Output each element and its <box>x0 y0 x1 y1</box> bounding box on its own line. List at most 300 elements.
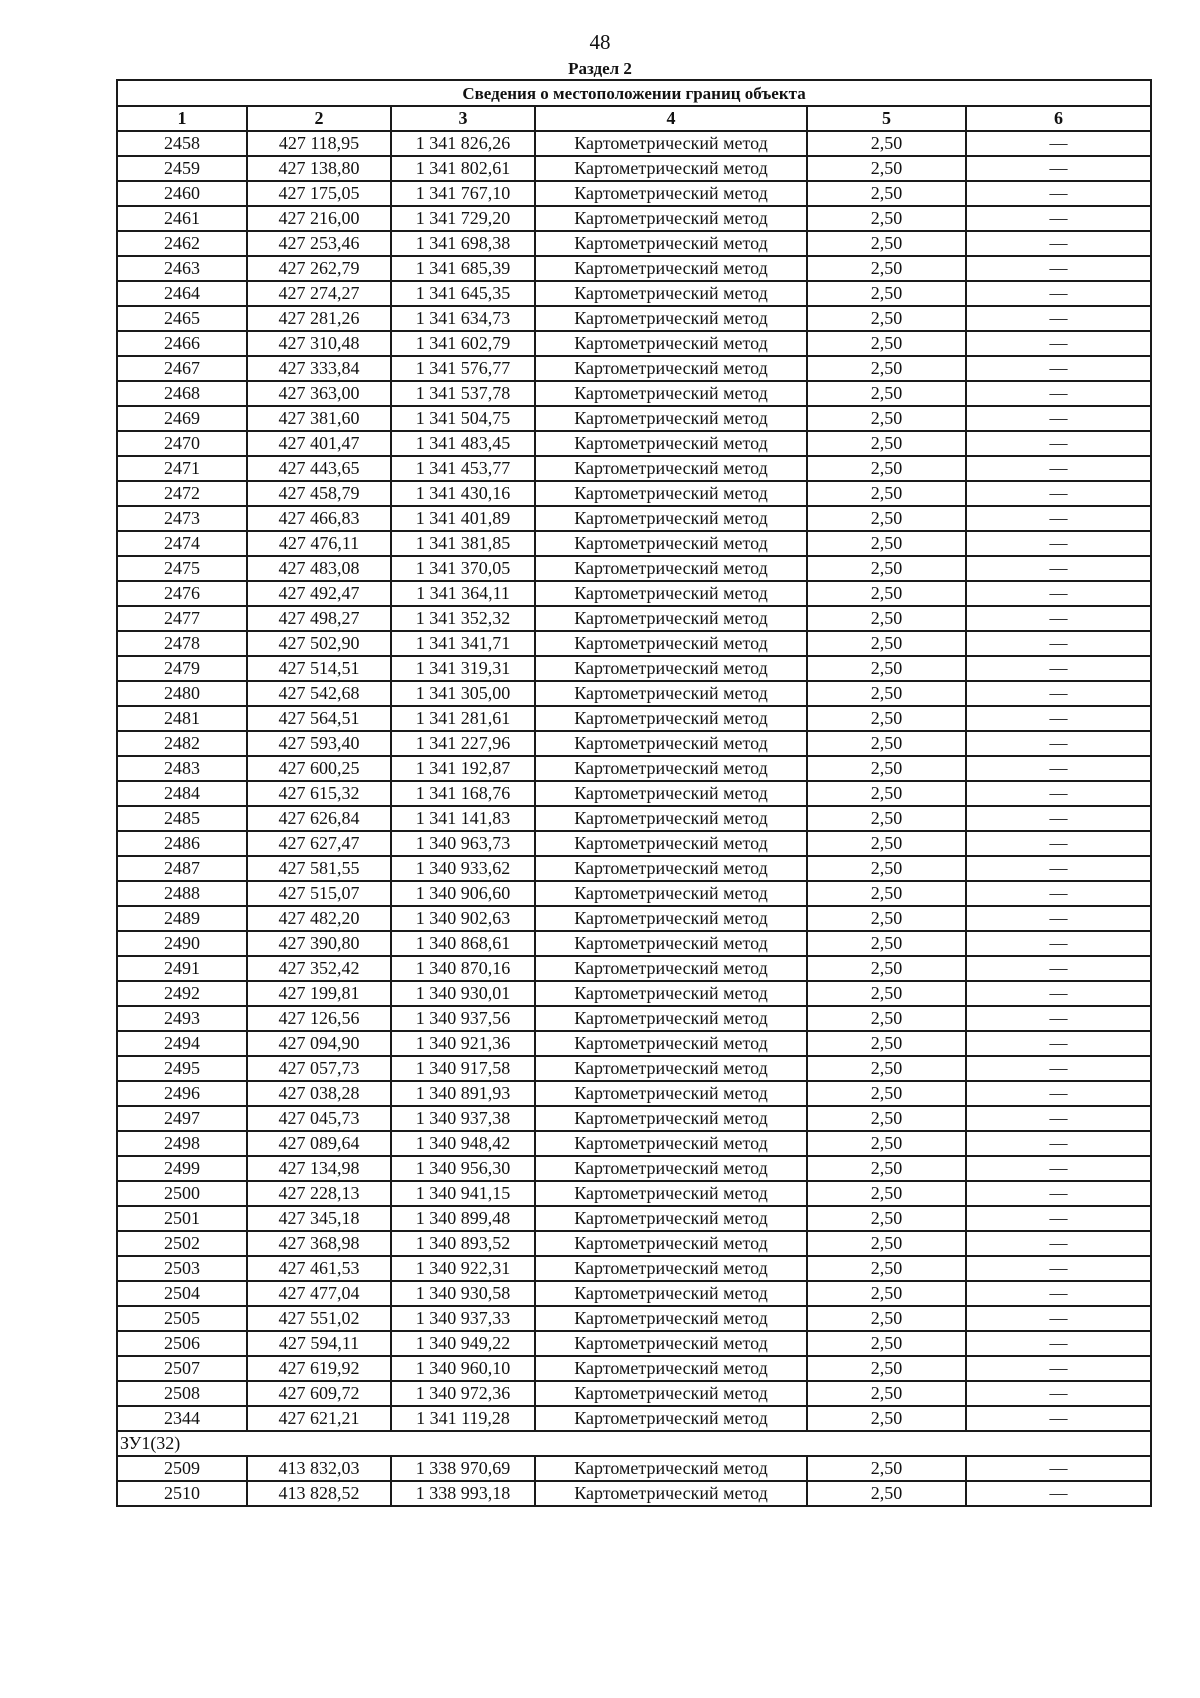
table-cell: 2,50 <box>807 206 966 231</box>
table-cell: Картометрический метод <box>535 381 807 406</box>
table-cell: 427 542,68 <box>247 681 391 706</box>
table-row <box>117 931 1151 956</box>
table-cell: 427 253,46 <box>247 231 391 256</box>
table-row <box>117 531 1151 556</box>
table-cell: 427 118,95 <box>247 131 391 156</box>
column-header: 4 <box>535 106 807 131</box>
table-cell: 1 341 645,35 <box>391 281 535 306</box>
table-cell: — <box>966 1481 1151 1506</box>
table-cell: 2460 <box>117 181 247 206</box>
table-cell: 427 126,56 <box>247 1006 391 1031</box>
table-row <box>117 1281 1151 1306</box>
table-cell: Картометрический метод <box>535 756 807 781</box>
column-header: 5 <box>807 106 966 131</box>
table-cell: — <box>966 1281 1151 1306</box>
table-cell: 2467 <box>117 356 247 381</box>
table-cell: 427 281,26 <box>247 306 391 331</box>
table-cell: 2,50 <box>807 606 966 631</box>
table-cell: Картометрический метод <box>535 556 807 581</box>
section-title: Раздел 2 <box>568 59 632 78</box>
table-cell: — <box>966 431 1151 456</box>
table-cell: 2,50 <box>807 1281 966 1306</box>
table-cell: Картометрический метод <box>535 1331 807 1356</box>
table-cell: 2466 <box>117 331 247 356</box>
table-cell: 2496 <box>117 1081 247 1106</box>
table-cell: 2,50 <box>807 431 966 456</box>
table-cell: 1 341 281,61 <box>391 706 535 731</box>
table-cell: — <box>966 856 1151 881</box>
page-number: 48 <box>589 30 611 54</box>
table-cell: 2458 <box>117 131 247 156</box>
table-cell: Картометрический метод <box>535 506 807 531</box>
table-cell: — <box>966 306 1151 331</box>
table-cell: Картометрический метод <box>535 1156 807 1181</box>
table-cell: 1 340 941,15 <box>391 1181 535 1206</box>
table-cell: 2,50 <box>807 1331 966 1356</box>
table-cell: — <box>966 1456 1151 1481</box>
table-row <box>117 656 1151 681</box>
table-cell: Картометрический метод <box>535 481 807 506</box>
table-cell: 2479 <box>117 656 247 681</box>
table-row <box>117 1106 1151 1131</box>
table-cell: 2509 <box>117 1456 247 1481</box>
table-cell: 427 345,18 <box>247 1206 391 1231</box>
table-cell: 2472 <box>117 481 247 506</box>
column-header: 3 <box>391 106 535 131</box>
table-caption-row <box>117 80 1151 106</box>
table-cell: Картометрический метод <box>535 1031 807 1056</box>
table-cell: 2,50 <box>807 856 966 881</box>
table-cell: 2510 <box>117 1481 247 1506</box>
table-cell: Картометрический метод <box>535 1056 807 1081</box>
table-cell: 427 515,07 <box>247 881 391 906</box>
table-cell: 2505 <box>117 1306 247 1331</box>
table-cell: 2500 <box>117 1181 247 1206</box>
table-cell: 1 340 906,60 <box>391 881 535 906</box>
table-row <box>117 1031 1151 1056</box>
table-cell: 2,50 <box>807 1006 966 1031</box>
table-cell: 2,50 <box>807 681 966 706</box>
table-row <box>117 1181 1151 1206</box>
table-cell: 1 341 602,79 <box>391 331 535 356</box>
table-cell: 427 368,98 <box>247 1231 391 1256</box>
table-row <box>117 631 1151 656</box>
table-cell: — <box>966 1356 1151 1381</box>
table-cell: 2,50 <box>807 1406 966 1431</box>
table-cell: Картометрический метод <box>535 831 807 856</box>
table-cell: 2474 <box>117 531 247 556</box>
table-row <box>117 206 1151 231</box>
table-row <box>117 1131 1151 1156</box>
table-row <box>117 331 1151 356</box>
table-cell: 427 615,32 <box>247 781 391 806</box>
table-cell: 1 340 972,36 <box>391 1381 535 1406</box>
table-cell: Картометрический метод <box>535 1381 807 1406</box>
table-row <box>117 1406 1151 1431</box>
table-cell: 427 381,60 <box>247 406 391 431</box>
table-cell: Картометрический метод <box>535 706 807 731</box>
table-cell: 427 352,42 <box>247 956 391 981</box>
table-cell: 427 477,04 <box>247 1281 391 1306</box>
table-cell: 2,50 <box>807 481 966 506</box>
column-header: 2 <box>247 106 391 131</box>
table-row <box>117 306 1151 331</box>
table-cell: 2,50 <box>807 306 966 331</box>
table-row <box>117 881 1151 906</box>
table-cell: 1 340 917,58 <box>391 1056 535 1081</box>
table-cell: 1 341 370,05 <box>391 556 535 581</box>
column-header-row <box>117 106 1151 131</box>
table-cell: Картометрический метод <box>535 1306 807 1331</box>
table-cell: 2,50 <box>807 1456 966 1481</box>
table-cell: 2,50 <box>807 1481 966 1506</box>
table-cell: 2489 <box>117 906 247 931</box>
table-cell: 2495 <box>117 1056 247 1081</box>
table-cell: 1 338 970,69 <box>391 1456 535 1481</box>
table-cell: 2471 <box>117 456 247 481</box>
table-cell: 1 340 922,31 <box>391 1256 535 1281</box>
table-cell: 2,50 <box>807 1106 966 1131</box>
table-cell: Картометрический метод <box>535 1281 807 1306</box>
table-cell: 2499 <box>117 1156 247 1181</box>
table-cell: Картометрический метод <box>535 1006 807 1031</box>
table-cell: 2,50 <box>807 956 966 981</box>
table-cell: 427 175,05 <box>247 181 391 206</box>
table-cell: 1 340 960,10 <box>391 1356 535 1381</box>
table-row <box>117 606 1151 631</box>
table-cell: 2498 <box>117 1131 247 1156</box>
table-row <box>117 456 1151 481</box>
table-row <box>117 1306 1151 1331</box>
table-cell: 2,50 <box>807 581 966 606</box>
table-cell: Картометрический метод <box>535 981 807 1006</box>
table-cell: Картометрический метод <box>535 581 807 606</box>
table-cell: 1 340 949,22 <box>391 1331 535 1356</box>
table-cell: 1 340 933,62 <box>391 856 535 881</box>
table-cell: 1 340 956,30 <box>391 1156 535 1181</box>
group-label: ЗУ1(32) <box>117 1431 1151 1456</box>
table-cell: — <box>966 906 1151 931</box>
table-cell: 1 341 119,28 <box>391 1406 535 1431</box>
table-cell: 427 094,90 <box>247 1031 391 1056</box>
table-cell: 1 341 537,78 <box>391 381 535 406</box>
table-cell: Картометрический метод <box>535 431 807 456</box>
table-cell: 2494 <box>117 1031 247 1056</box>
table-cell: 2478 <box>117 631 247 656</box>
table-cell: Картометрический метод <box>535 1181 807 1206</box>
table-cell: Картометрический метод <box>535 806 807 831</box>
table-cell: 2464 <box>117 281 247 306</box>
table-cell: 1 341 504,75 <box>391 406 535 431</box>
table-cell: 2,50 <box>807 331 966 356</box>
table-cell: 2,50 <box>807 631 966 656</box>
table-cell: Картометрический метод <box>535 906 807 931</box>
table-cell: 427 228,13 <box>247 1181 391 1206</box>
table-cell: Картометрический метод <box>535 281 807 306</box>
table-cell: — <box>966 1256 1151 1281</box>
table-cell: — <box>966 131 1151 156</box>
table-cell: 2,50 <box>807 131 966 156</box>
table-row <box>117 781 1151 806</box>
table-cell: — <box>966 931 1151 956</box>
table-body-group <box>117 1456 1151 1506</box>
table-cell: 2,50 <box>807 981 966 1006</box>
table-cell: 427 564,51 <box>247 706 391 731</box>
table-cell: Картометрический метод <box>535 331 807 356</box>
table-row <box>117 131 1151 156</box>
table-cell: 2470 <box>117 431 247 456</box>
table-cell: — <box>966 1081 1151 1106</box>
table-cell: 1 341 401,89 <box>391 506 535 531</box>
table-cell: Картометрический метод <box>535 1256 807 1281</box>
table-cell: 1 341 227,96 <box>391 731 535 756</box>
table-cell: Картометрический метод <box>535 856 807 881</box>
table-cell: 1 340 893,52 <box>391 1231 535 1256</box>
table-cell: 427 333,84 <box>247 356 391 381</box>
table-cell: 2,50 <box>807 531 966 556</box>
table-cell: Картометрический метод <box>535 681 807 706</box>
table-cell: — <box>966 181 1151 206</box>
table-row <box>117 181 1151 206</box>
table-cell: 2507 <box>117 1356 247 1381</box>
table-cell: 2501 <box>117 1206 247 1231</box>
table-cell: 2,50 <box>807 506 966 531</box>
table-row <box>117 731 1151 756</box>
table-row <box>117 406 1151 431</box>
table-cell: 427 038,28 <box>247 1081 391 1106</box>
table-cell: 2,50 <box>807 731 966 756</box>
table-cell: 2,50 <box>807 706 966 731</box>
table-cell: 2,50 <box>807 806 966 831</box>
table-cell: Картометрический метод <box>535 956 807 981</box>
table-cell: — <box>966 1206 1151 1231</box>
table-cell: 2504 <box>117 1281 247 1306</box>
table-cell: — <box>966 806 1151 831</box>
table-cell: 427 502,90 <box>247 631 391 656</box>
table-cell: 2481 <box>117 706 247 731</box>
table-cell: — <box>966 231 1151 256</box>
table-cell: 2497 <box>117 1106 247 1131</box>
table-cell: Картометрический метод <box>535 881 807 906</box>
table-cell: 1 341 576,77 <box>391 356 535 381</box>
table-cell: 1 341 341,71 <box>391 631 535 656</box>
table-cell: — <box>966 406 1151 431</box>
table-body-main <box>117 131 1151 1431</box>
table-cell: 2469 <box>117 406 247 431</box>
table-cell: — <box>966 206 1151 231</box>
table-cell: 2,50 <box>807 656 966 681</box>
table-cell: 2502 <box>117 1231 247 1256</box>
table-cell: 2463 <box>117 256 247 281</box>
table-cell: 2,50 <box>807 256 966 281</box>
table-cell: 427 619,92 <box>247 1356 391 1381</box>
table-cell: 2487 <box>117 856 247 881</box>
table-cell: 1 340 963,73 <box>391 831 535 856</box>
table-cell: — <box>966 556 1151 581</box>
table-cell: 2473 <box>117 506 247 531</box>
table-row <box>117 1456 1151 1481</box>
table-cell: Картометрический метод <box>535 181 807 206</box>
table-cell: — <box>966 831 1151 856</box>
table-cell: 1 340 937,38 <box>391 1106 535 1131</box>
table-cell: — <box>966 581 1151 606</box>
table-cell: Картометрический метод <box>535 1106 807 1131</box>
table-cell: 427 443,65 <box>247 456 391 481</box>
table-cell: 427 466,83 <box>247 506 391 531</box>
table-cell: — <box>966 456 1151 481</box>
table-cell: 2491 <box>117 956 247 981</box>
table-cell: 2,50 <box>807 1156 966 1181</box>
table-cell: 427 310,48 <box>247 331 391 356</box>
table-cell: Картометрический метод <box>535 931 807 956</box>
table-cell: — <box>966 731 1151 756</box>
table-row <box>117 1006 1151 1031</box>
table-cell: 1 341 168,76 <box>391 781 535 806</box>
table-cell: 2484 <box>117 781 247 806</box>
table-cell: 2503 <box>117 1256 247 1281</box>
table-cell: Картометрический метод <box>535 306 807 331</box>
table-group-section <box>117 1431 1151 1456</box>
table-cell: — <box>966 956 1151 981</box>
table-cell: Картометрический метод <box>535 256 807 281</box>
table-row <box>117 1056 1151 1081</box>
table-cell: Картометрический метод <box>535 456 807 481</box>
table-row <box>117 1156 1151 1181</box>
table-cell: 2,50 <box>807 456 966 481</box>
table-cell: — <box>966 781 1151 806</box>
table-cell: 1 340 891,93 <box>391 1081 535 1106</box>
table-cell: 2,50 <box>807 1356 966 1381</box>
table-cell: 1 341 305,00 <box>391 681 535 706</box>
table-cell: 2506 <box>117 1331 247 1356</box>
table-cell: Картометрический метод <box>535 1231 807 1256</box>
table-cell: 2475 <box>117 556 247 581</box>
table-cell: 2,50 <box>807 406 966 431</box>
table-cell: — <box>966 1031 1151 1056</box>
table-cell: 427 363,00 <box>247 381 391 406</box>
table-cell: 2465 <box>117 306 247 331</box>
table-cell: 2,50 <box>807 156 966 181</box>
table-cell: 427 609,72 <box>247 1381 391 1406</box>
table-row <box>117 356 1151 381</box>
table-row <box>117 231 1151 256</box>
group-row <box>117 1431 1151 1456</box>
table-cell: 2,50 <box>807 1381 966 1406</box>
table-cell: 2461 <box>117 206 247 231</box>
table-cell: 2,50 <box>807 1181 966 1206</box>
table-cell: 2,50 <box>807 831 966 856</box>
table-cell: Картометрический метод <box>535 606 807 631</box>
table-cell: 1 341 352,32 <box>391 606 535 631</box>
table-cell: Картометрический метод <box>535 156 807 181</box>
table-cell: — <box>966 506 1151 531</box>
table-cell: 2468 <box>117 381 247 406</box>
table-cell: — <box>966 1106 1151 1131</box>
table-cell: 2,50 <box>807 1231 966 1256</box>
table-cell: 427 492,47 <box>247 581 391 606</box>
table-cell: 1 340 948,42 <box>391 1131 535 1156</box>
table-cell: 427 089,64 <box>247 1131 391 1156</box>
table-cell: 2,50 <box>807 1081 966 1106</box>
table-cell: — <box>966 531 1151 556</box>
column-header: 6 <box>966 106 1151 131</box>
table-cell: — <box>966 356 1151 381</box>
table-row <box>117 481 1151 506</box>
table-cell: Картометрический метод <box>535 356 807 381</box>
table-cell: 427 626,84 <box>247 806 391 831</box>
table-cell: Картометрический метод <box>535 1456 807 1481</box>
table-cell: 1 341 453,77 <box>391 456 535 481</box>
table-row <box>117 506 1151 531</box>
table-cell: Картометрический метод <box>535 656 807 681</box>
table-cell: — <box>966 256 1151 281</box>
table-cell: — <box>966 981 1151 1006</box>
table-cell: — <box>966 156 1151 181</box>
table-cell: 427 057,73 <box>247 1056 391 1081</box>
table-cell: — <box>966 756 1151 781</box>
table-cell: 2,50 <box>807 381 966 406</box>
table-cell: — <box>966 331 1151 356</box>
table-cell: — <box>966 1181 1151 1206</box>
table-cell: 1 340 937,33 <box>391 1306 535 1331</box>
boundary-coordinates-table <box>116 79 1152 1507</box>
table-cell: — <box>966 281 1151 306</box>
table-cell: 1 341 141,83 <box>391 806 535 831</box>
table-cell: 427 476,11 <box>247 531 391 556</box>
table-cell: 427 045,73 <box>247 1106 391 1131</box>
table-cell: 2483 <box>117 756 247 781</box>
table-row <box>117 1356 1151 1381</box>
table-cell: Картометрический метод <box>535 231 807 256</box>
table-cell: 2,50 <box>807 1056 966 1081</box>
table-cell: — <box>966 606 1151 631</box>
table-cell: 2,50 <box>807 906 966 931</box>
table-cell: — <box>966 631 1151 656</box>
table-row <box>117 1481 1151 1506</box>
table-cell: 2477 <box>117 606 247 631</box>
table-row <box>117 156 1151 181</box>
table-cell: Картометрический метод <box>535 131 807 156</box>
table-cell: 1 340 930,01 <box>391 981 535 1006</box>
table-row <box>117 556 1151 581</box>
table-cell: 427 390,80 <box>247 931 391 956</box>
table-cell: 2485 <box>117 806 247 831</box>
table-cell: 427 199,81 <box>247 981 391 1006</box>
table-row <box>117 581 1151 606</box>
table-cell: 413 828,52 <box>247 1481 391 1506</box>
table-cell: Картометрический метод <box>535 206 807 231</box>
table-cell: 1 341 364,11 <box>391 581 535 606</box>
table-row <box>117 981 1151 1006</box>
table-row <box>117 256 1151 281</box>
table-cell: — <box>966 1156 1151 1181</box>
table-row <box>117 956 1151 981</box>
table-cell: 1 340 868,61 <box>391 931 535 956</box>
table-cell: 1 340 902,63 <box>391 906 535 931</box>
table-cell: 427 274,27 <box>247 281 391 306</box>
table-cell: 2,50 <box>807 231 966 256</box>
table-cell: 1 340 921,36 <box>391 1031 535 1056</box>
table-cell: 427 581,55 <box>247 856 391 881</box>
table-cell: 427 551,02 <box>247 1306 391 1331</box>
table-cell: 2486 <box>117 831 247 856</box>
table-row <box>117 906 1151 931</box>
table-cell: 2344 <box>117 1406 247 1431</box>
table-cell: 427 216,00 <box>247 206 391 231</box>
table-cell: 1 341 767,10 <box>391 181 535 206</box>
table-cell: 1 341 430,16 <box>391 481 535 506</box>
table-cell: 1 341 381,85 <box>391 531 535 556</box>
